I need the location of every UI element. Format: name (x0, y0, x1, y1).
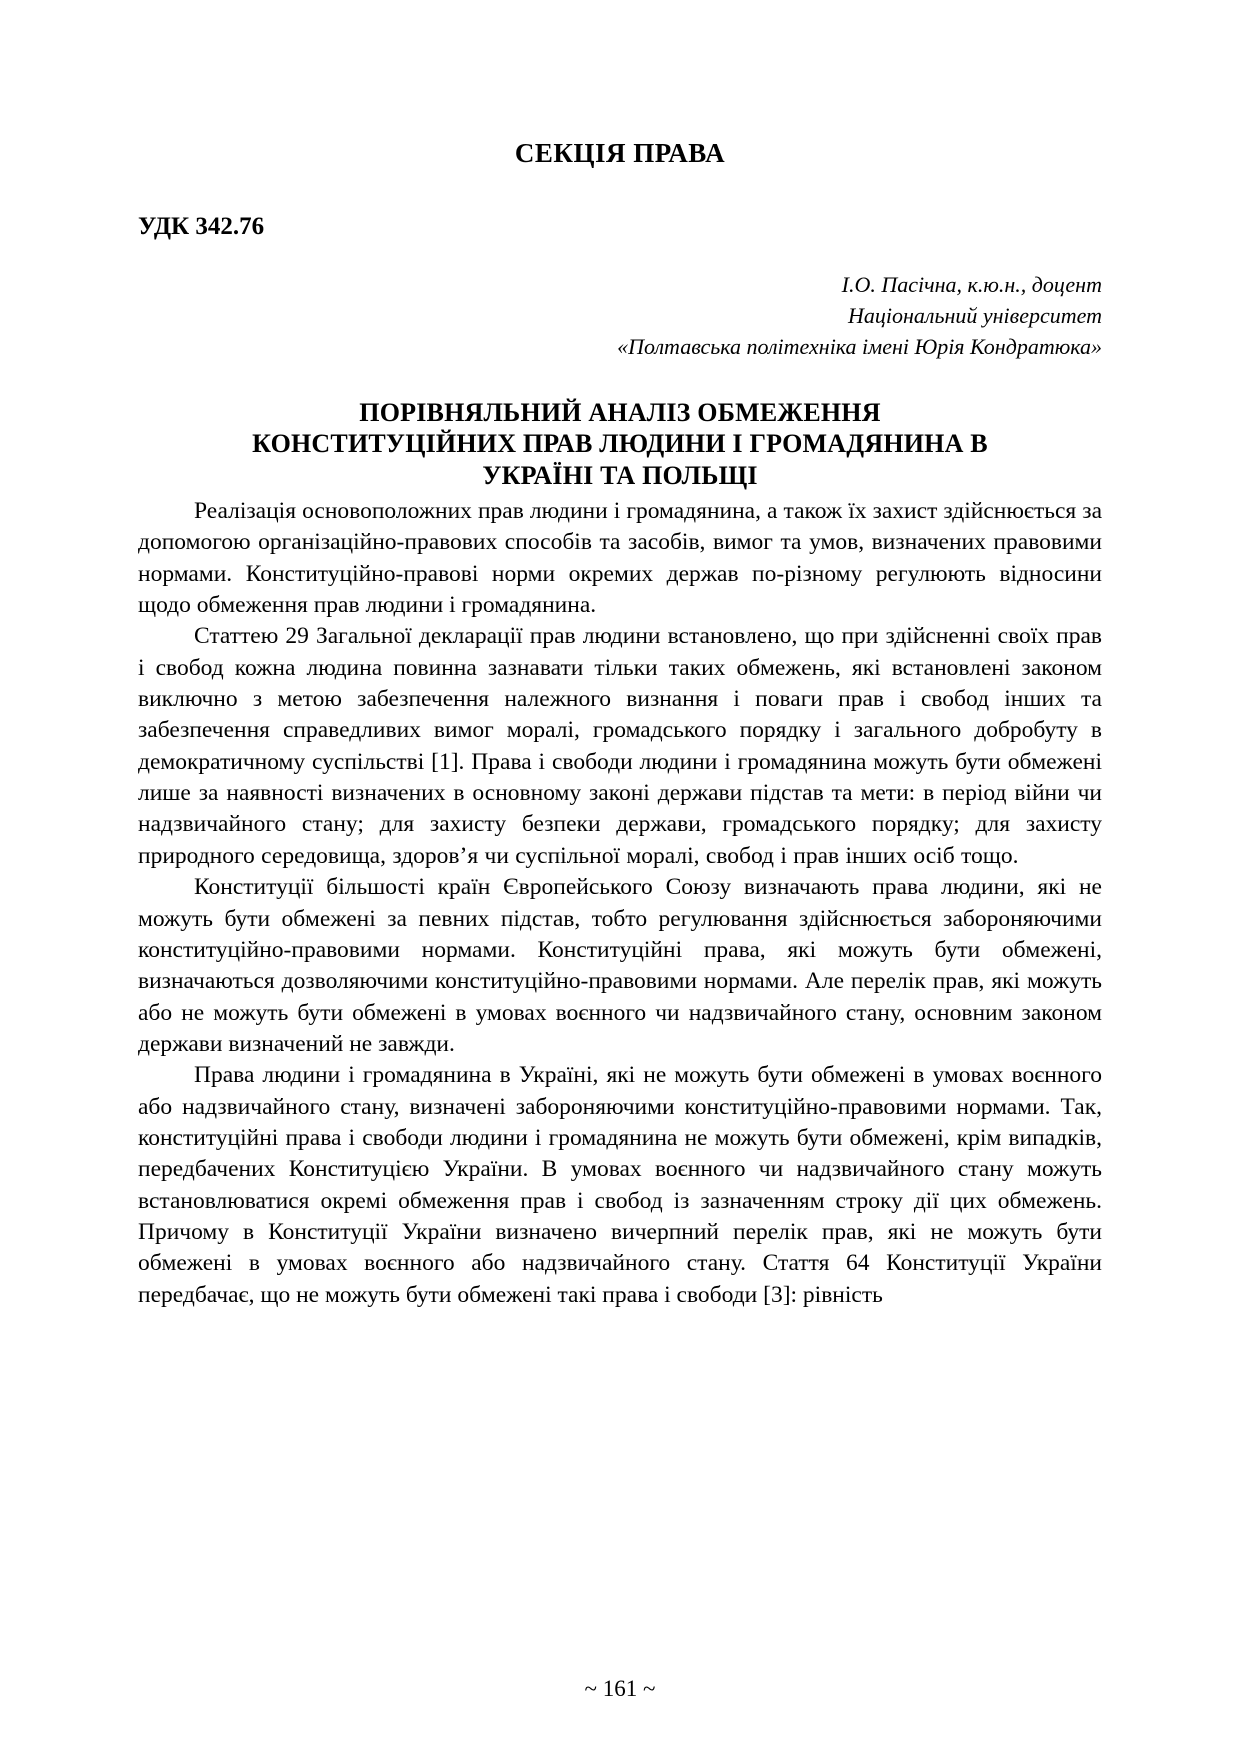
author-affiliation-line-1: Національний університет (847, 303, 1102, 329)
paragraph: Права людини і громадянина в Україні, які не можуть бути обмежені в умовах воєнного або надзвичайного стану, визначені забороняючими конституційно-правовими нормами. Так, конституційні права і свободи людини і громадянина не можуть бути обмежені, крім випадків, передбачених Конституцією України. В умовах воєнного чи надзвичайного стану можуть встановлюватися окремі обмеження прав і свобод із зазначенням строку дії цих обмежень. Причому в Конституції України визначено вичерпний перелік прав, які не можуть бути обмежені в умовах воєнного або надзвичайного стану. Стаття 64 Конституції України передбачає, що не можуть бути обмежені такі права і свободи [3]: рівність (138, 1062, 1102, 1308)
paragraph: Реалізація основоположних прав людини і громадянина, а також їх захист здійснюється за допомогою організаційно-правових способів та засобів, вимог та умов, визначених правовими нормами. Конституційно-правові норми окремих держав по-різному регулюють відносини щодо обмеження прав людини і громадянина. (138, 497, 1102, 618)
author-name: І.О. Пасічна, к.ю.н., доцент (841, 272, 1102, 297)
article-title-line-2: КОНСТИТУЦІЙНИХ ПРАВ ЛЮДИНИ І ГРОМАДЯНИНА В (252, 429, 988, 459)
author-affiliation-line-2: «Полтавська політехніка імені Юрія Кондратюка» (617, 334, 1102, 360)
page-title (138, 397, 1102, 492)
udk-code: УДК 342.76 (138, 213, 265, 240)
paragraph: Статтею 29 Загальної декларації прав людини встановлено, що при здійсненні своїх прав і свобод кожна людина повинна зазнавати тільки таких обмежень, які встановлені законом виключно з метою забезпечення належного визнання і поваги прав і свобод інших та забезпечення справедливих вимог моралі, громадського порядку і загального добробуту в демократичному суспільстві [1]. Права і свободи людини і громадянина можуть бути обмежені лише за наявності визначених в основному законі держави підстав та мети: в період війни чи надзвичайного стану; для захисту безпеки держави, громадського порядку; для захисту природного середовища, здоров’я чи суспільної моралі, свобод і прав інших осіб тощо. (138, 623, 1102, 869)
paragraph: Конституції більшості країн Європейського Союзу визначають права людини, які не можуть бути обмежені за певних підстав, тобто регулювання здійснюється забороняючими конституційно-правовими нормами. Конституційні права, які можуть бути обмежені, визначаються дозволяючими конституційно-правовими нормами. Але перелік прав, які можуть або не можуть бути обмежені в умовах воєнного чи надзвичайного стану, основним законом держави визначений не завжди. (138, 874, 1102, 1057)
article-body (138, 496, 1102, 1311)
author-block (138, 269, 1102, 363)
article-title-line-3: УКРАЇНІ ТА ПОЛЬЩІ (482, 461, 758, 491)
section-heading: СЕКЦІЯ ПРАВА (514, 138, 726, 168)
page-number: ~ 161 ~ (584, 1676, 656, 1701)
article-title-line-1: ПОРІВНЯЛЬНИЙ АНАЛІЗ ОБМЕЖЕННЯ (359, 397, 881, 427)
